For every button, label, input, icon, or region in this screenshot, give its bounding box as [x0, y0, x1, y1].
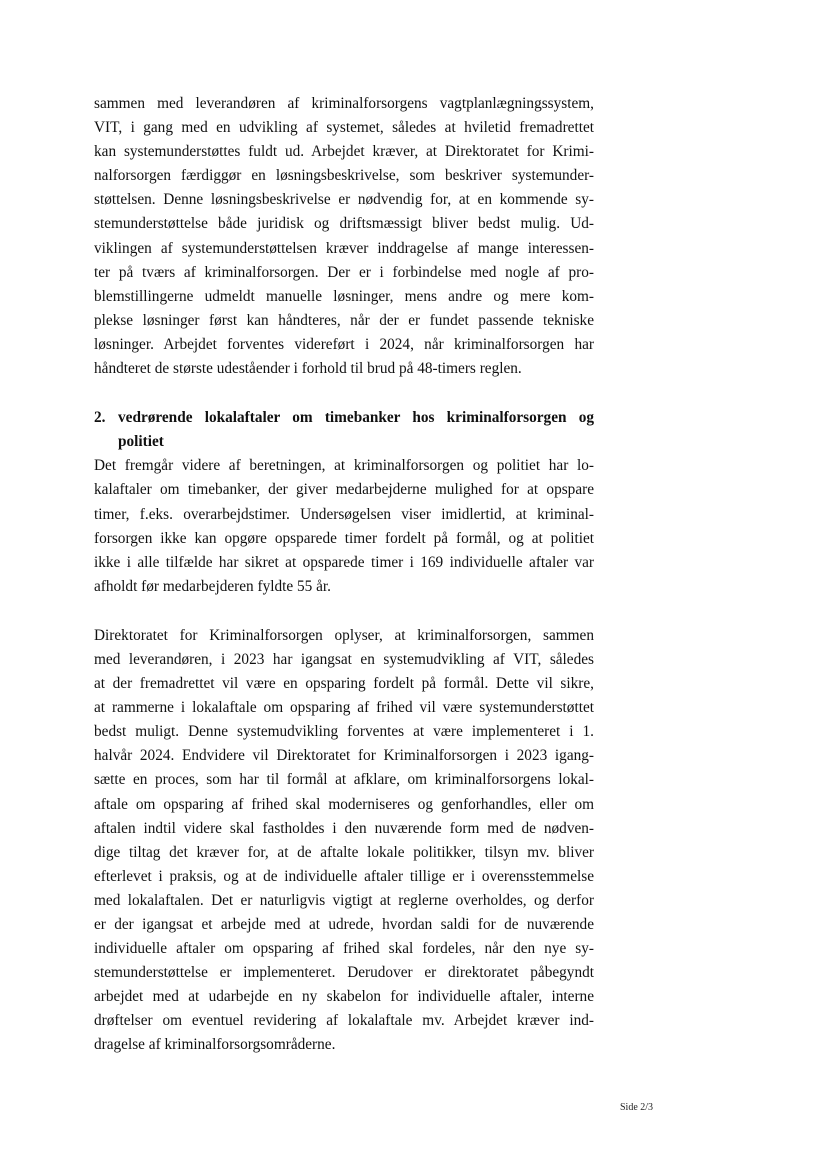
text-line: bedst muligt. Denne systemudvikling forventes at være implementeret i 1. [94, 723, 594, 741]
text-line: aftalen indtil videre skal fastholdes i den nuværende form med de nødven- [94, 819, 594, 837]
text-line: håndteret de største udeståender i forhold til brud på 48-timers reglen. [94, 360, 522, 378]
text-line: forsorgen ikke kan opgøre opsparede timer fordelt på formål, og at politiet [94, 529, 594, 547]
section-heading-line-2: politiet [118, 433, 164, 451]
text-line: sammen med leverandøren af kriminalforsorgens vagtplanlægningssystem, [94, 95, 594, 112]
text-line: sætte en proces, som har til formål at afklare, om kriminalforsorgens lokal- [94, 771, 594, 789]
text-line: halvår 2024. Endvidere vil Direktoratet for Kriminalforsorgen i 2023 igang- [94, 747, 594, 765]
text-line: kan systemunderstøttes fuldt ud. Arbejdet kræver, at Direktoratet for Krimi- [94, 143, 594, 161]
text-line: individuelle aftaler om opsparing af frihed skal fordeles, når den nye sy- [94, 940, 594, 958]
text-line: blemstillingerne udmeldt manuelle løsninger, mens andre og mere kom- [94, 287, 594, 305]
text-line: nalforsorgen færdiggør en løsningsbeskrivelse, som beskriver systemunder- [94, 167, 594, 185]
text-line: VIT, i gang med en udvikling af systemet, således at hviletid fremadrettet [94, 119, 594, 137]
section-heading [94, 406, 594, 454]
text-line: ikke i alle tilfælde har sikret at opsparede timer i 169 individuelle aftaler var [94, 553, 594, 571]
paragraph-3 [94, 624, 594, 1058]
text-line: kalaftaler om timebanker, der giver medarbejderne mulighed for at opspare [94, 481, 594, 499]
text-line: plekse løsninger først kan håndteres, når der er fundet passende tekniske [94, 311, 594, 329]
text-line: drøftelser om eventuel revidering af lokalaftale mv. Arbejdet kræver ind- [94, 1012, 594, 1030]
text-line: at der fremadrettet vil være en opsparing fordelt på formål. Dette vil sikre, [94, 675, 594, 693]
text-line: løsninger. Arbejdet forventes videreført i 2024, når kriminalforsorgen har [94, 335, 594, 353]
section-title-line-1: vedrørende lokalaftaler om timebanker hos kriminalforsorgen og [118, 409, 594, 427]
text-line: Direktoratet for Kriminalforsorgen oplyser, at kriminalforsorgen, sammen [94, 626, 594, 644]
text-line: dragelse af kriminalforsorgsområderne. [94, 1036, 336, 1054]
text-line: aftale om opsparing af frihed skal moderniseres og genforhandles, eller om [94, 795, 594, 813]
text-line: Det fremgår videre af beretningen, at kriminalforsorgen og politiet har lo- [94, 457, 594, 475]
text-line: viklingen af systemunderstøttelsen kræver inddragelse af mange interessen- [94, 239, 594, 257]
text-line: støttelsen. Denne løsningsbeskrivelse er nødvendig for, at en kommende sy- [94, 191, 594, 209]
text-line: med leverandøren, i 2023 har igangsat en systemudvikling af VIT, således [94, 650, 594, 668]
text-line: stemunderstøttelse er implementeret. Derudover er direktoratet påbegyndt [94, 964, 594, 982]
page-number: Side 2/3 [620, 1102, 654, 1113]
paragraph-1 [94, 92, 594, 381]
text-line: dige tiltag det kræver for, at de aftalte lokale politikker, tilsyn mv. bliver [94, 843, 594, 861]
text-line: ter på tværs af kriminalforsorgen. Der er i forbindelse med nogle af pro- [94, 263, 594, 281]
text-line: stemunderstøttelse både juridisk og driftsmæssigt bliver bedst mulig. Ud- [94, 215, 594, 233]
text-line: er der igangsat et arbejde med at udrede, hvordan saldi for de nuværende [94, 916, 594, 933]
text-line: afholdt før medarbejderen fyldte 55 år. [94, 577, 332, 595]
section-number: 2. [94, 409, 106, 427]
text-line: at rammerne i lokalaftale om opsparing af frihed vil være systemunderstøttet [94, 699, 594, 717]
text-line: med lokalaftalen. Det er naturligvis vigtigt at reglerne overholdes, og derfor [94, 891, 594, 909]
text-line: timer, f.eks. overarbejdstimer. Undersøgelsen viser imidlertid, at kriminal- [94, 505, 594, 523]
paragraph-2 [94, 454, 594, 599]
paragraph-gap [94, 599, 594, 624]
paragraph-gap [94, 381, 594, 406]
document-page [94, 92, 594, 1058]
text-line: arbejdet med at udarbejde en ny skabelon for individuelle aftaler, interne [94, 988, 594, 1006]
text-line: efterlevet i praksis, og at de individuelle aftaler tillige er i overensstemmelse [94, 867, 594, 885]
section-heading-line-1 [94, 406, 594, 430]
